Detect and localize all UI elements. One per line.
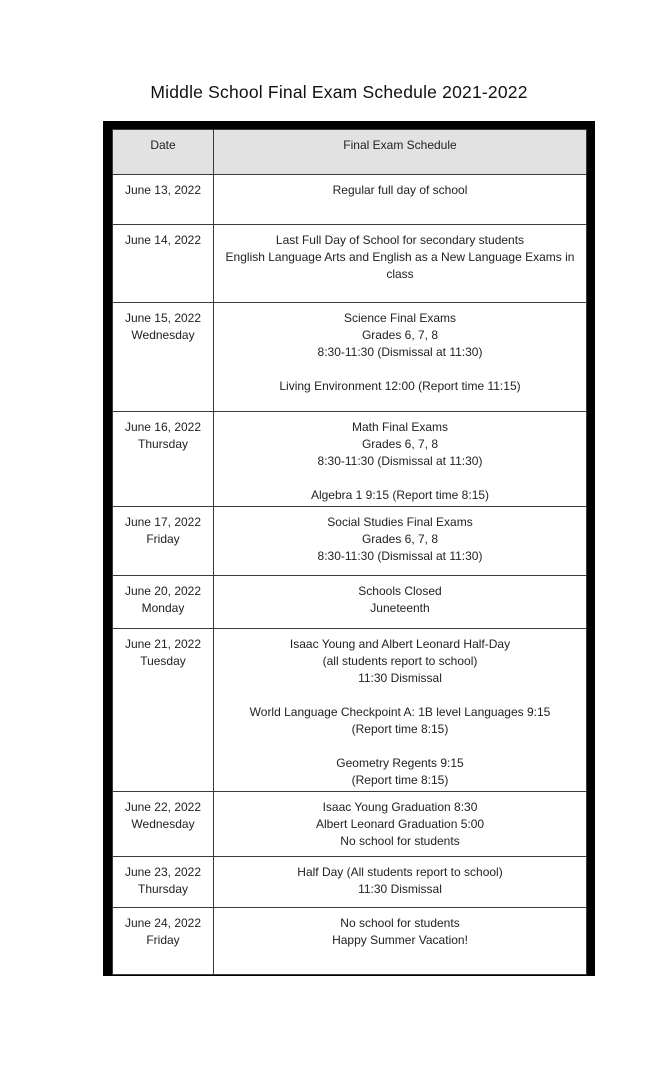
- date-text: June 23, 2022: [124, 865, 202, 879]
- blank-line: [220, 470, 580, 487]
- schedule-cell: [214, 908, 587, 975]
- schedule-line: Algebra 1 9:15 (Report time 8:15): [310, 488, 490, 502]
- table-row: [113, 412, 587, 507]
- schedule-line: Last Full Day of School for secondary students: [275, 233, 525, 247]
- schedule-line: Juneteenth: [370, 601, 430, 615]
- weekday-text: Wednesday: [131, 817, 195, 831]
- table-row: [113, 175, 587, 225]
- blank-line: [220, 687, 580, 704]
- schedule-line: No school for students: [340, 916, 460, 930]
- schedule-line: Schools Closed: [358, 584, 442, 598]
- date-cell: [113, 857, 214, 908]
- schedule-cell: [214, 303, 587, 412]
- schedule-line: Math Final Exams: [351, 420, 449, 434]
- weekday-text: Thursday: [137, 882, 189, 896]
- date-text: June 14, 2022: [124, 233, 202, 247]
- schedule-cell: [214, 576, 587, 629]
- table-row: [113, 303, 587, 412]
- schedule-line: Isaac Young and Albert Leonard Half-Day: [289, 637, 511, 651]
- date-cell: [113, 225, 214, 303]
- schedule-line: Science Final Exams: [343, 311, 457, 325]
- date-text: June 22, 2022: [124, 800, 202, 814]
- date-cell: [113, 303, 214, 412]
- schedule-cell: [214, 507, 587, 576]
- schedule-line: World Language Checkpoint A: 1B level Languages 9:15: [249, 705, 551, 719]
- schedule-line: Social Studies Final Exams: [327, 515, 473, 529]
- schedule-line: 8:30-11:30 (Dismissal at 11:30): [317, 345, 483, 359]
- schedule-line: (Report time 8:15): [351, 722, 449, 736]
- table-row: [113, 576, 587, 629]
- date-cell: [113, 792, 214, 857]
- schedule-line: English Language Arts and English as a New Language Exams in class: [225, 250, 575, 281]
- schedule-cell: [214, 792, 587, 857]
- blank-line: [220, 361, 580, 378]
- schedule-line: 11:30 Dismissal: [358, 671, 442, 685]
- weekday-text: Thursday: [137, 437, 189, 451]
- date-text: June 20, 2022: [124, 584, 202, 598]
- date-column-header: Date: [113, 130, 214, 175]
- schedule-line: (all students report to school): [322, 654, 478, 668]
- exam-schedule-table: [112, 129, 587, 975]
- date-cell: [113, 576, 214, 629]
- schedule-line: 8:30-11:30 (Dismissal at 11:30): [317, 454, 483, 468]
- date-cell: [113, 908, 214, 975]
- schedule-line: Grades 6, 7, 8: [361, 437, 439, 451]
- weekday-text: Friday: [146, 933, 180, 947]
- schedule-line: Isaac Young Graduation 8:30: [322, 800, 478, 814]
- weekday-text: Monday: [141, 601, 185, 615]
- schedule-cell: [214, 225, 587, 303]
- table-row: [113, 225, 587, 303]
- date-text: June 21, 2022: [124, 637, 202, 651]
- schedule-line: Grades 6, 7, 8: [361, 328, 439, 342]
- schedule-line: (Report time 8:15): [351, 773, 449, 787]
- table-row: [113, 507, 587, 576]
- weekday-text: Tuesday: [140, 654, 186, 668]
- date-text: June 13, 2022: [124, 183, 202, 197]
- date-text: June 15, 2022: [124, 311, 202, 325]
- schedule-line: Albert Leonard Graduation 5:00: [315, 817, 485, 831]
- schedule-cell: [214, 629, 587, 792]
- date-text: June 24, 2022: [124, 916, 202, 930]
- page-title: Middle School Final Exam Schedule 2021-2022: [150, 82, 528, 102]
- date-cell: [113, 175, 214, 225]
- table-row: [113, 857, 587, 908]
- schedule-line: 8:30-11:30 (Dismissal at 11:30): [317, 549, 483, 563]
- schedule-line: Happy Summer Vacation!: [332, 933, 468, 947]
- schedule-cell: [214, 175, 587, 225]
- schedule-column-header: Final Exam Schedule: [214, 130, 587, 175]
- schedule-cell: [214, 412, 587, 507]
- schedule-line: Grades 6, 7, 8: [361, 532, 439, 546]
- date-text: June 17, 2022: [124, 515, 202, 529]
- date-cell: [113, 412, 214, 507]
- table-row: [113, 792, 587, 857]
- schedule-line: Geometry Regents 9:15: [336, 756, 464, 770]
- table-row: [113, 629, 587, 792]
- schedule-cell: [214, 857, 587, 908]
- schedule-line: Regular full day of school: [332, 183, 468, 197]
- weekday-text: Wednesday: [131, 328, 195, 342]
- schedule-line: Half Day (All students report to school): [297, 865, 503, 879]
- blank-line: [220, 738, 580, 755]
- date-cell: [113, 507, 214, 576]
- date-cell: [113, 629, 214, 792]
- schedule-line: 11:30 Dismissal: [358, 882, 442, 896]
- schedule-line: No school for students: [340, 834, 460, 848]
- weekday-text: Friday: [146, 532, 180, 546]
- table-row: [113, 908, 587, 975]
- schedule-line: Living Environment 12:00 (Report time 11:15): [279, 379, 521, 393]
- header-row: [113, 130, 587, 175]
- date-text: June 16, 2022: [124, 420, 202, 434]
